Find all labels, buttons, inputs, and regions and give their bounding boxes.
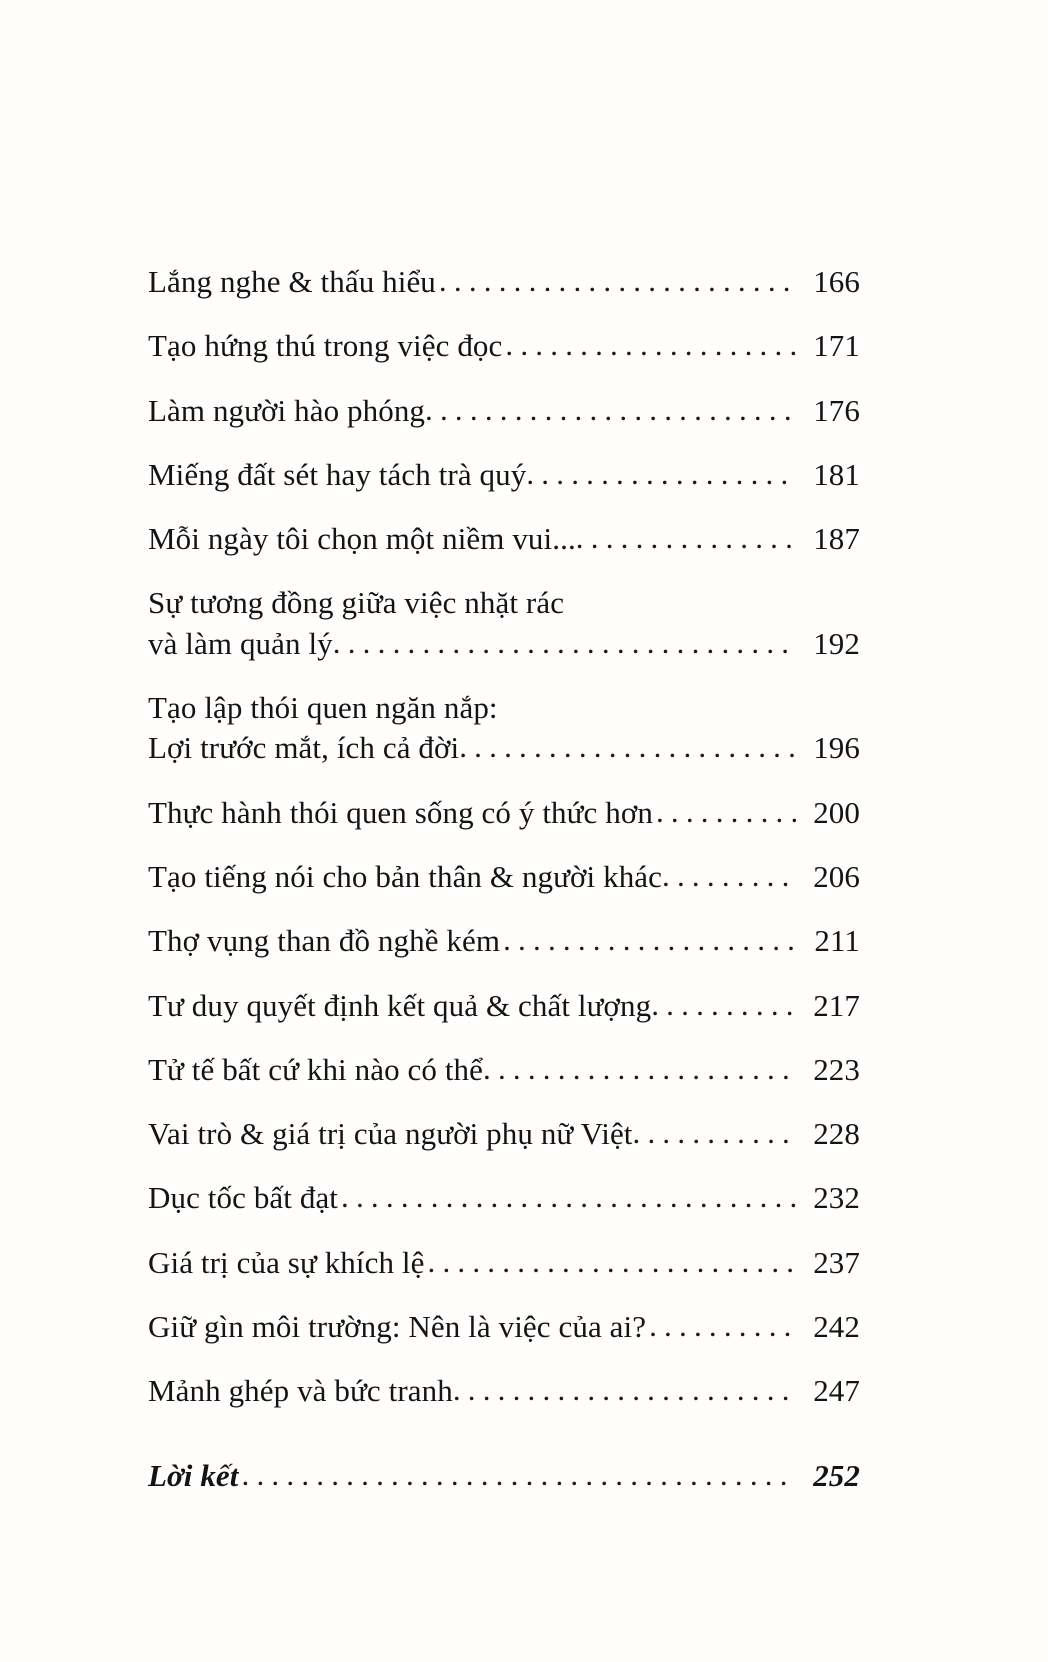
dot-leader bbox=[651, 985, 796, 1025]
toc-entry-row bbox=[148, 1178, 860, 1218]
toc-entry-row bbox=[148, 921, 860, 961]
toc-entry-row bbox=[148, 519, 860, 559]
toc-entry[interactable] bbox=[148, 1307, 860, 1347]
toc-entry-page-number: 176 bbox=[813, 392, 860, 428]
toc-entry-page-number: 192 bbox=[813, 625, 860, 661]
toc-entry-page-number: 196 bbox=[813, 730, 860, 766]
dot-leader bbox=[526, 454, 796, 494]
dot-leader bbox=[649, 1306, 796, 1346]
dot-leader bbox=[453, 1370, 796, 1410]
toc-entry-page-number: 217 bbox=[813, 987, 860, 1023]
dot-leader bbox=[439, 261, 796, 301]
toc-entry[interactable] bbox=[148, 583, 860, 664]
toc-entry-page-number: 242 bbox=[813, 1309, 860, 1345]
dot-leader bbox=[633, 1113, 796, 1153]
toc-entry-page-number: 166 bbox=[813, 264, 860, 299]
dot-leader bbox=[505, 325, 796, 365]
toc-entry[interactable] bbox=[148, 1050, 860, 1090]
toc-entry-title: Giữ gìn môi trường: Nên là việc của ai? bbox=[148, 1309, 647, 1345]
toc-entry[interactable] bbox=[148, 1371, 860, 1411]
toc-entry[interactable] bbox=[148, 986, 860, 1026]
toc-entry-page-number: 223 bbox=[813, 1051, 860, 1087]
toc-entry-page-number: 247 bbox=[813, 1373, 860, 1409]
toc-entry-page-number: 228 bbox=[813, 1116, 860, 1152]
toc-entry-title: Vai trò & giá trị của người phụ nữ Việt bbox=[148, 1116, 633, 1152]
toc-entry-row bbox=[148, 455, 860, 495]
toc-entry-title: Tạo tiếng nói cho bản thân & người khác bbox=[148, 858, 663, 894]
toc-entry-page-number: 211 bbox=[814, 923, 860, 959]
toc-entry-page-number: 200 bbox=[813, 794, 860, 830]
toc-entry-title: Mảnh ghép và bức tranh bbox=[148, 1373, 453, 1409]
dot-leader bbox=[503, 920, 796, 960]
dot-leader bbox=[428, 1242, 797, 1282]
toc-entry-title: Thợ vụng than đồ nghề kém bbox=[148, 923, 501, 959]
toc-entry[interactable] bbox=[148, 1114, 860, 1154]
toc-entry-title: Lợi trước mắt, ích cả đời bbox=[148, 730, 460, 766]
dot-leader bbox=[483, 1049, 796, 1089]
dot-leader bbox=[333, 623, 796, 663]
toc-entry-row bbox=[148, 728, 860, 768]
toc-entry-title: Giá trị của sự khích lệ bbox=[148, 1244, 425, 1280]
toc-entry[interactable] bbox=[148, 262, 860, 302]
toc-entry-row bbox=[148, 326, 860, 366]
toc-entry-title: Lắng nghe & thấu hiểu bbox=[148, 264, 436, 299]
toc-entry-page-number: 232 bbox=[813, 1180, 860, 1216]
toc-entry-title: Mỗi ngày tôi chọn một niềm vui... bbox=[148, 521, 576, 557]
toc-entry[interactable] bbox=[148, 688, 860, 769]
toc-entry[interactable] bbox=[148, 1243, 860, 1283]
toc-entry-page-number: 252 bbox=[813, 1457, 860, 1493]
dot-leader bbox=[576, 518, 796, 558]
toc-entry-row bbox=[148, 624, 860, 664]
dot-leader bbox=[341, 1177, 796, 1217]
toc-entry[interactable] bbox=[148, 1456, 860, 1496]
toc-entry-title: Miếng đất sét hay tách trà quý bbox=[148, 456, 527, 492]
toc-entry[interactable] bbox=[148, 793, 860, 833]
toc-entry-title: Làm người hào phóng bbox=[148, 392, 426, 428]
toc-entry-title: Tạo hứng thú trong việc đọc bbox=[148, 328, 503, 364]
toc-entry-page-number: 237 bbox=[813, 1244, 860, 1280]
toc-entry-row bbox=[148, 1114, 860, 1154]
toc-entry-title: và làm quản lý bbox=[148, 625, 333, 661]
dot-leader bbox=[662, 856, 796, 896]
toc-entry-row bbox=[148, 1243, 860, 1283]
toc-entry[interactable] bbox=[148, 391, 860, 431]
toc-entry-row bbox=[148, 262, 860, 302]
toc-entry-title: Tử tế bất cứ khi nào có thể bbox=[148, 1051, 483, 1087]
toc-entry-row bbox=[148, 1050, 860, 1090]
toc-entry-page-number: 171 bbox=[813, 328, 860, 364]
toc-entry-title-line: Sự tương đồng giữa việc nhặt rác bbox=[148, 585, 565, 621]
toc-entry-row bbox=[148, 1456, 860, 1496]
toc-entry-row bbox=[148, 793, 860, 833]
dot-leader bbox=[425, 390, 796, 430]
toc-entry[interactable] bbox=[148, 1178, 860, 1218]
dot-leader bbox=[656, 792, 796, 832]
toc-entry-row bbox=[148, 986, 860, 1026]
dot-leader bbox=[242, 1455, 796, 1495]
toc-entry-row bbox=[148, 1307, 860, 1347]
toc-entry-page-number: 206 bbox=[813, 858, 860, 894]
toc-entry[interactable] bbox=[148, 921, 860, 961]
toc-entry-page-number: 181 bbox=[813, 456, 860, 492]
toc-entry-title: Lời kết bbox=[148, 1457, 239, 1493]
toc-entry-row bbox=[148, 391, 860, 431]
toc-entry[interactable] bbox=[148, 519, 860, 559]
toc-entry-row bbox=[148, 857, 860, 897]
table-of-contents-list bbox=[148, 262, 860, 1520]
toc-entry-row bbox=[148, 1371, 860, 1411]
toc-entry-title: Thực hành thói quen sống có ý thức hơn bbox=[148, 794, 653, 830]
toc-entry[interactable] bbox=[148, 326, 860, 366]
toc-entry[interactable] bbox=[148, 857, 860, 897]
toc-entry-title-line: Tạo lập thói quen ngăn nắp: bbox=[148, 690, 498, 726]
toc-entry-page-number: 187 bbox=[813, 521, 860, 557]
toc-entry-title: Tư duy quyết định kết quả & chất lượng bbox=[148, 987, 652, 1023]
dot-leader bbox=[459, 727, 796, 767]
toc-entry[interactable] bbox=[148, 455, 860, 495]
toc-entry-title: Dục tốc bất đạt bbox=[148, 1180, 339, 1216]
